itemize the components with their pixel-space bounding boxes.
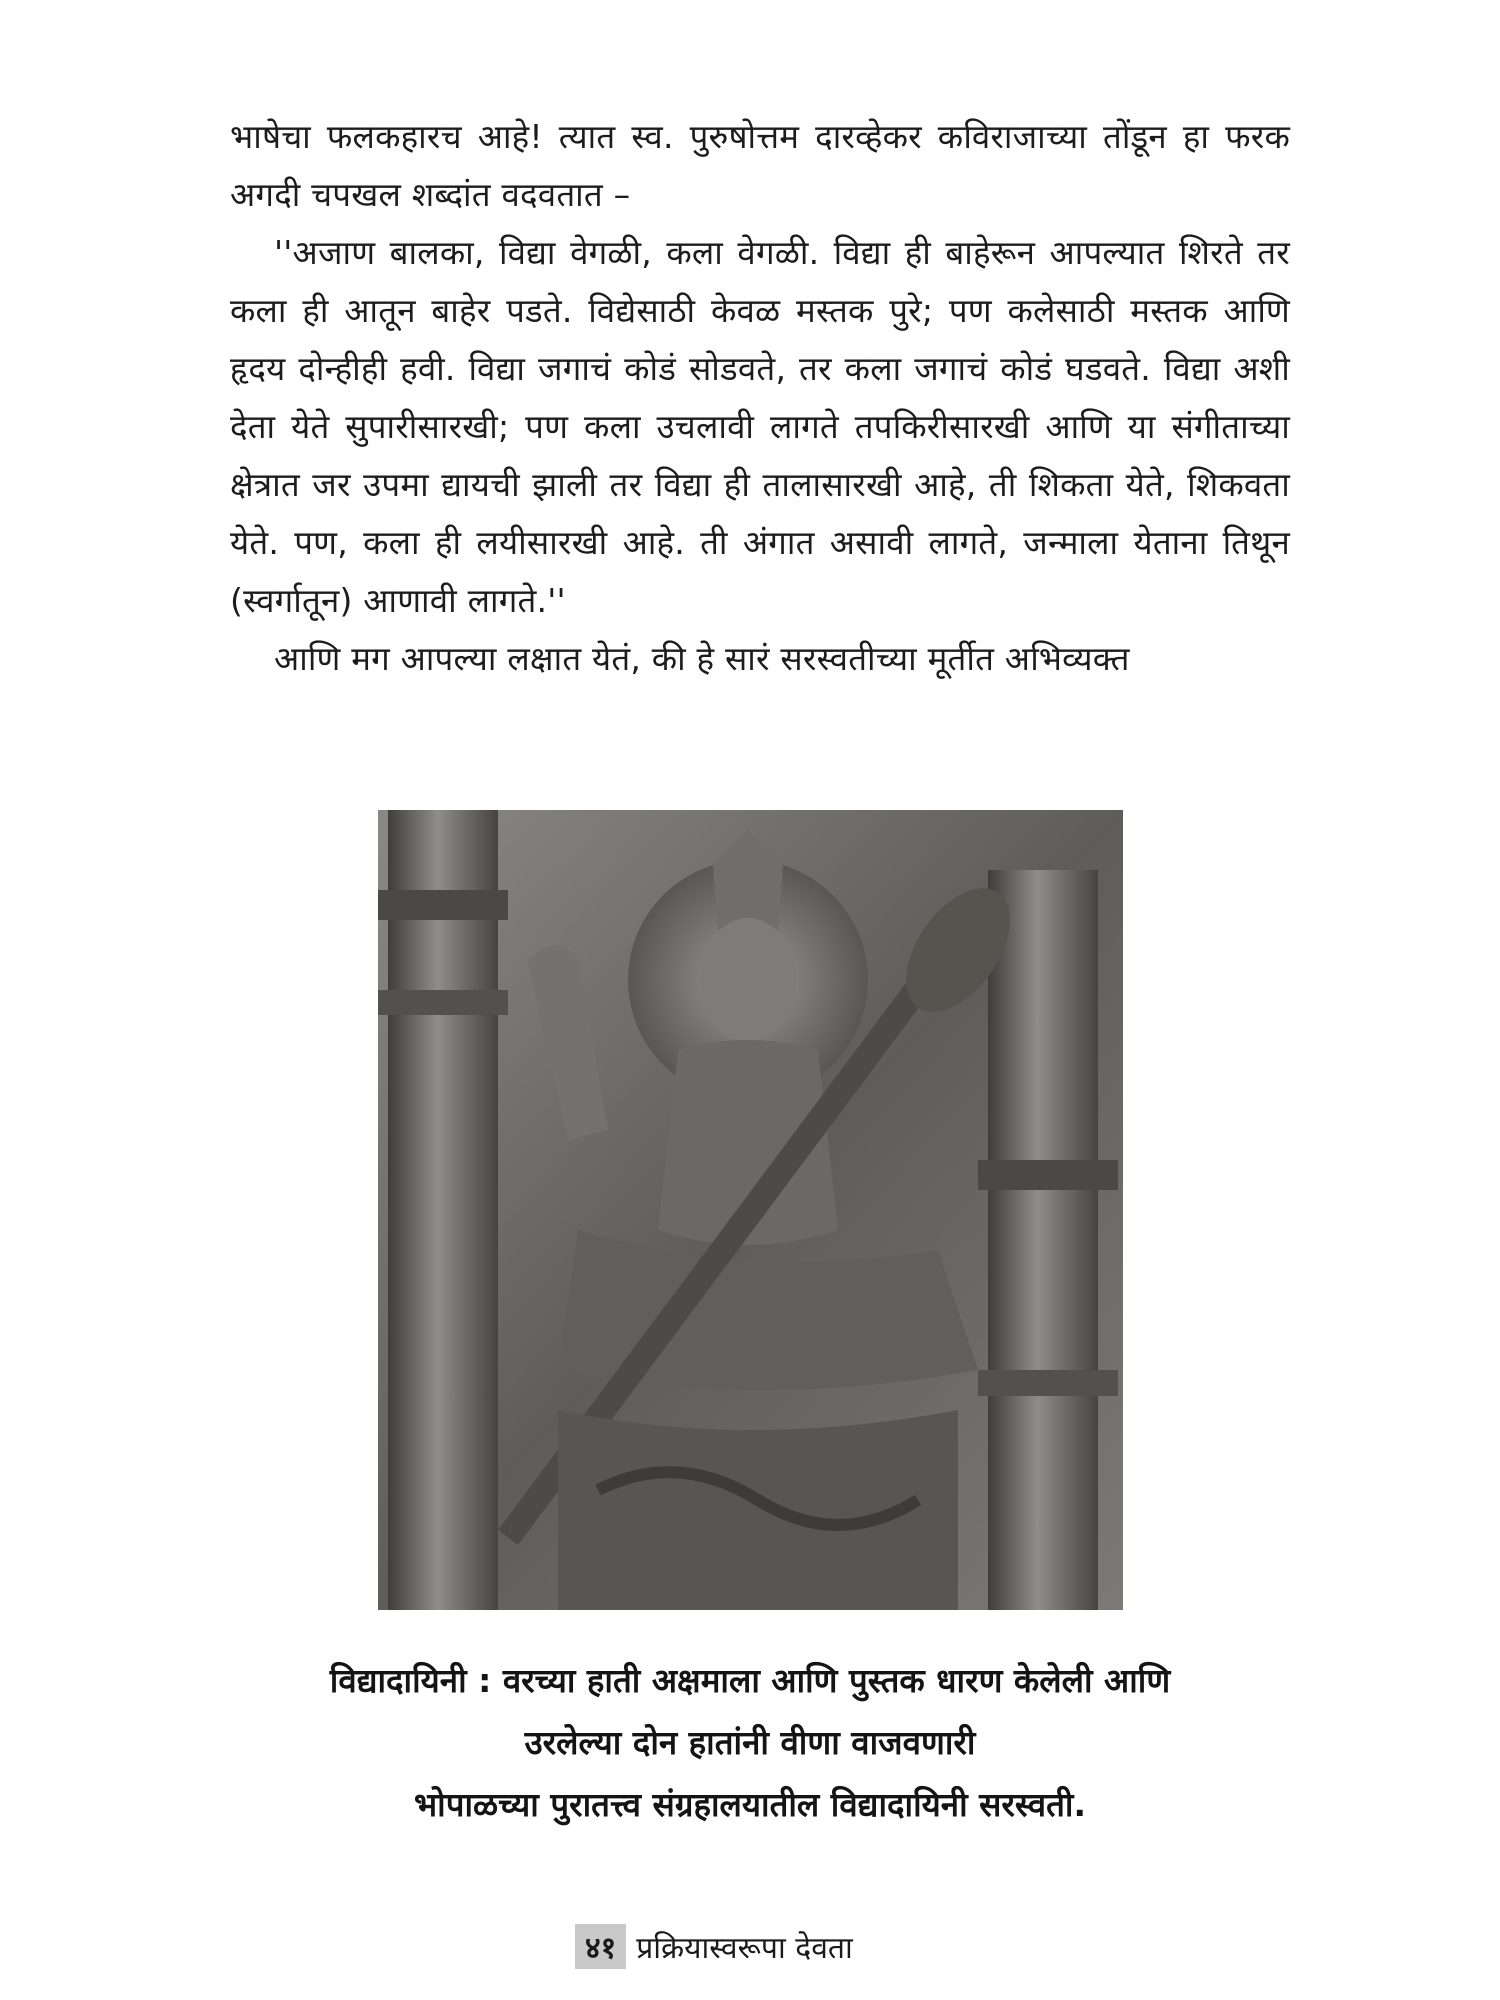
figure-caption [180,1650,1320,1836]
paragraph-intro: भाषेचा फलकहारच आहे! त्यात स्व. पुरुषोत्तम दारव्हेकर कविराजाच्या तोंडून हा फरक अगदी चपखल शब्दांत वदवतात – [230,117,1290,214]
caption-line-2: उरलेल्या दोन हातांनी वीणा वाजवणारी [524,1723,976,1762]
paragraph-quote: ''अजाण बालका, विद्या वेगळी, कला वेगळी. विद्या ही बाहेरून आपल्यात शिरते तर कला ही आतून बाहेर पडते. विद्येसाठी केवळ मस्तक पुरे; पण कलेसाठी मस्तक आणि हृदय दोन्हीही हवी. विद्या जगाचं कोडं सोडवते, तर कला जगाचं कोडं घडवते. विद्या अशी देता येते सुपारीसारखी; पण कला उचलावी लागते तपकिरीसारखी आणि या संगीताच्या क्षेत्रात जर उपमा द्यायची झाली तर विद्या ही तालासारखी आहे, ती शिकता येते, शिकवता येते. पण, कला ही लयीसारखी आहे. ती अंगात असावी लागते, जन्माला येताना तिथून (स्वर्गातून) आणावी लागते.'' [230,233,1290,620]
caption-line-3: भोपाळच्या पुरातत्त्व संग्रहालयातील विद्यादायिनी सरस्वती. [413,1785,1087,1824]
page-number: ४१ [575,1924,626,1969]
body-text [230,108,1290,688]
page-footer [575,1922,853,1970]
book-title: प्रक्रियास्वरूपा देवता [636,1930,853,1966]
saraswati-sculpture-photo [378,810,1123,1610]
caption-line-1: विद्यादायिनी : वरच्या हाती अक्षमाला आणि पुस्तक धारण केलेली आणि [329,1661,1171,1700]
sculpture-illustration [378,810,1123,1610]
paragraph-closing: आणि मग आपल्या लक्षात येतं, की हे सारं सरस्वतीच्या मूर्तीत अभिव्यक्त [274,639,1130,678]
